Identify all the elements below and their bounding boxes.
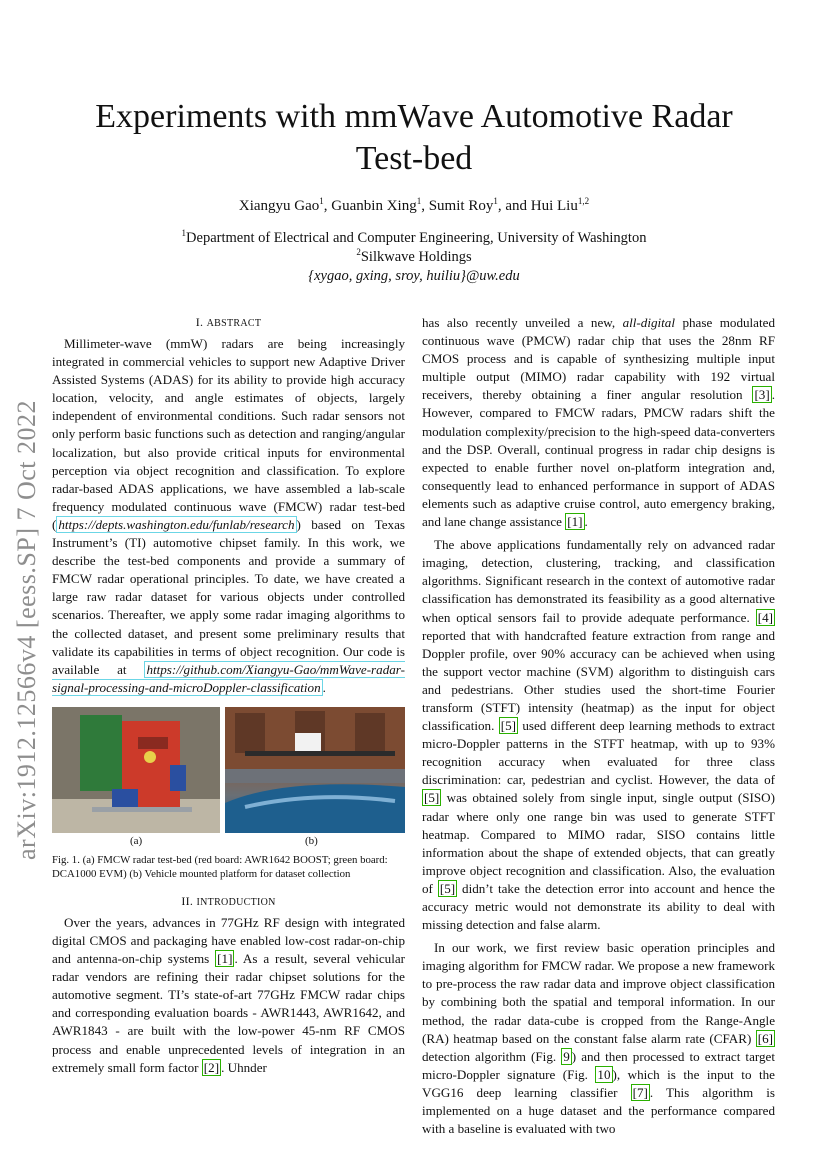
citation-link[interactable]: [1]: [567, 514, 583, 530]
text-run: detection algorithm (Fig.: [422, 1048, 562, 1064]
left-column: [52, 314, 405, 1082]
github-link[interactable]: https://github.com/Xiangyu-Gao/mmWave-radar-signal-processing-and-microDoppler-classification: [52, 661, 405, 695]
text-run: . This algorithm is implemented on a huge dataset and the performance compared with a baseline is evaluated with two: [422, 1084, 775, 1137]
affiliation-text: Silkwave Holdings: [360, 249, 472, 265]
figure-caption: Fig. 1. (a) FMCW radar test-bed (red board: AWR1642 BOOST; green board: DCA1000 EVM) (b) Vehicle mounted platform for dataset collection: [52, 853, 388, 880]
citation-link[interactable]: [5]: [424, 790, 440, 806]
text-run: The above applications fundamentally rely on advanced radar imaging, detection, clustering, tracking, and classification algorithms. Significant research in the context of automotive radar classification has demonstrated its feasibility as a good alternative when optical sensors fail to provide adequate performance.: [422, 537, 775, 625]
section-number: I.: [195, 315, 204, 329]
citation-link[interactable]: [5]: [500, 718, 516, 734]
text-run: ) and then processed to extract target micro-Doppler signature (Fig.: [422, 1048, 775, 1082]
body-paragraph: [422, 939, 775, 1138]
right-column: [422, 314, 775, 1143]
citation-link[interactable]: [1]: [217, 951, 233, 967]
section-heading-abstract: [52, 314, 405, 332]
funlab-link[interactable]: https://depts.washington.edu/funlab/research: [58, 516, 295, 532]
text-run: .: [584, 514, 588, 530]
text-run: .: [322, 679, 326, 695]
citation-link[interactable]: [3]: [754, 387, 770, 403]
citation-link[interactable]: [6]: [757, 1030, 773, 1046]
author-name: Hui Liu: [530, 198, 578, 214]
paper-title: Experiments with mmWave Automotive Radar Test-bed: [95, 98, 733, 177]
subfigure-label-b: (b): [305, 834, 318, 847]
intro-paragraph: [52, 914, 405, 1077]
citation-link[interactable]: [4]: [757, 609, 773, 625]
affil-mark: 2: [356, 247, 361, 258]
text-run: In our work, we first review basic operation principles and imaging algorithm for FMCW radar. We propose a new framework to pre-process the raw radar data and improve object classification by combining both the spatial and temporal information. In our method, the radar data-cube is cropped from the Range-Angle (RA) heatmap based on the constant false alarm rate (CFAR): [422, 940, 775, 1046]
vehicle-illustration: [225, 707, 405, 833]
author-affil-mark: 1,2: [577, 196, 590, 206]
subfigure-label-a: (a): [130, 834, 143, 847]
affil-mark: 1: [181, 228, 187, 239]
text-run: . Uhnder: [221, 1059, 267, 1075]
text-run: Millimeter-wave (mmW) radars are being increasingly integrated in commercial vehicles to support new Adaptive Driver Assisted Systems (ADAS) for its ability to provide high accuracy location, velocity, and angle estimates of objects, largely independent of environmental conditions. Such radar sensors not only perform basic functions such as detection and ranging/angular localization, but also provide critical inputs for environmental perception via object recognition and classification. To explore radar-based ADAS applications, we have assembled a lab-scale frequency modulated continuous wave (FMCW) radar test-bed (: [52, 336, 405, 532]
text-run: ) based on Texas Instrument’s (TI) automotive chipset family. In this work, we describe the test-bed components and provide a summary of FMCW radar operational principles. To date, we have created a large raw radar dataset for various objects under controlled scenarios. Thereafter, we apply some radar imaging algorithms to the collected dataset, and present some preliminary results that validate its capabilities in terms of object recognition. Our code is available at: [52, 516, 405, 677]
text-run: phase modulated continuous wave (PMCW) radar chip that uses the 28nm RF CMOS process and is capable of synthesizing multiple input multiple output (MIMO) radar capability with 192 virtual receivers, thereby obtaining a finer angular resolution: [422, 315, 775, 403]
text-run: was obtained solely from single input, single output (SISO) radar where only one range bin was used to generate STFT heatmap. Compared to MIMO radar, SISO contains little information about the shape of extended objects, that can greatly improve object recognition and classification. Also, the evaluation of: [422, 790, 775, 896]
text-run: used different deep learning methods to extract micro-Doppler patterns in the STFT heatmap, with up to 93% recognition accuracy when evaluated for three class discrimination: car, pedestrian and cyclist. However, the data of: [422, 718, 775, 788]
citation-link[interactable]: [2]: [203, 1059, 220, 1075]
author-name: Guanbin Xing: [331, 198, 417, 214]
author-name: Sumit Roy: [428, 198, 494, 214]
section-number: II.: [181, 893, 194, 908]
text-run: ), which is the input to the VGG16 deep learning classifier: [422, 1066, 775, 1100]
author-affil-mark: 1: [416, 196, 422, 206]
author-affil-mark: 1: [319, 196, 324, 206]
body-paragraph: [422, 536, 775, 934]
figure-1: [52, 707, 405, 849]
section-heading-introduction: [52, 893, 405, 911]
text-run: didn’t take the detection error into account and hence the accuracy metric would not demonstrate its ability to deal with missing detection and false alarm.: [422, 880, 775, 933]
affiliation-line: [60, 248, 768, 267]
citation-link[interactable]: [5]: [439, 880, 456, 896]
text-run: . However, compared to FMCW radars, PMCW radars shift the modulation complexity/precision to the high-speed data-converters and the DSP. Overall, continual progress in radar chip designs is expected to enable further novel on-platform integration and, consequently lead to enhanced performance in support of ADAS elements such as adaptive cruise control, auto emergency braking, and lane change assistance: [422, 387, 775, 530]
radar-testbed-photo: [52, 707, 220, 833]
author-list: Xiangyu Gao$^1$, Guanbin Xing$^1$, Sumit Roy$^1$, and Hui Liu$^{1,2}$: [238, 196, 590, 214]
body-paragraph: [422, 314, 775, 531]
section-title: INTRODUCTION: [196, 896, 276, 908]
emphasis-text: all-digital: [622, 315, 675, 330]
arxiv-stamp: arXiv:1912.12566v4 [eess.SP] 7 Oct 2022: [12, 399, 41, 860]
author-name: Xiangyu Gao: [238, 198, 320, 214]
affiliation-text: Department of Electrical and Computer Engineering, University of Washington: [186, 230, 647, 246]
vehicle-platform-photo: [225, 707, 405, 833]
text-run: reported that with handcrafted feature extraction from range and Doppler profile, over 90% accuracy can be achieved when using the support vector machine (SVM) algorithm to distinguish cars and pedestrians. Other studies used the short-time Fourier transform (STFT) intensity (heatmap) as the input for object classification.: [422, 627, 775, 734]
text-run: Over the years, advances in 77GHz RF design with integrated digital CMOS and packaging have enabled low-cost radar-on-chip and antenna-on-chip systems: [52, 914, 405, 967]
citation-link[interactable]: [7]: [632, 1084, 648, 1100]
author-emails: {xygao, gxing, sroy, huiliu}@uw.edu: [308, 268, 520, 284]
radar-board-illustration: [52, 707, 220, 833]
abstract-paragraph: [52, 335, 405, 697]
section-title: ABSTRACT: [206, 318, 262, 329]
author-affil-mark: 1: [493, 196, 498, 206]
affiliations: [60, 229, 768, 286]
text-run: has also recently unveiled a new,: [422, 315, 623, 330]
figure-ref-link[interactable]: 9: [563, 1048, 570, 1064]
figure-ref-link[interactable]: 10: [597, 1066, 611, 1082]
text-run: . As a result, several vehicular radar vendors are refining their radar chipset solutions for the automotive segment. TI’s state-of-art 77GHz FMCW radar chips and corresponding evaluation boards - AWR1443, AWR1642, and AWR1843 - are built with the low-power 45-nm RF CMOS process and enable unprecedented levels of integration in an extremely small form factor: [52, 951, 406, 1075]
affiliation-line: [60, 229, 768, 248]
